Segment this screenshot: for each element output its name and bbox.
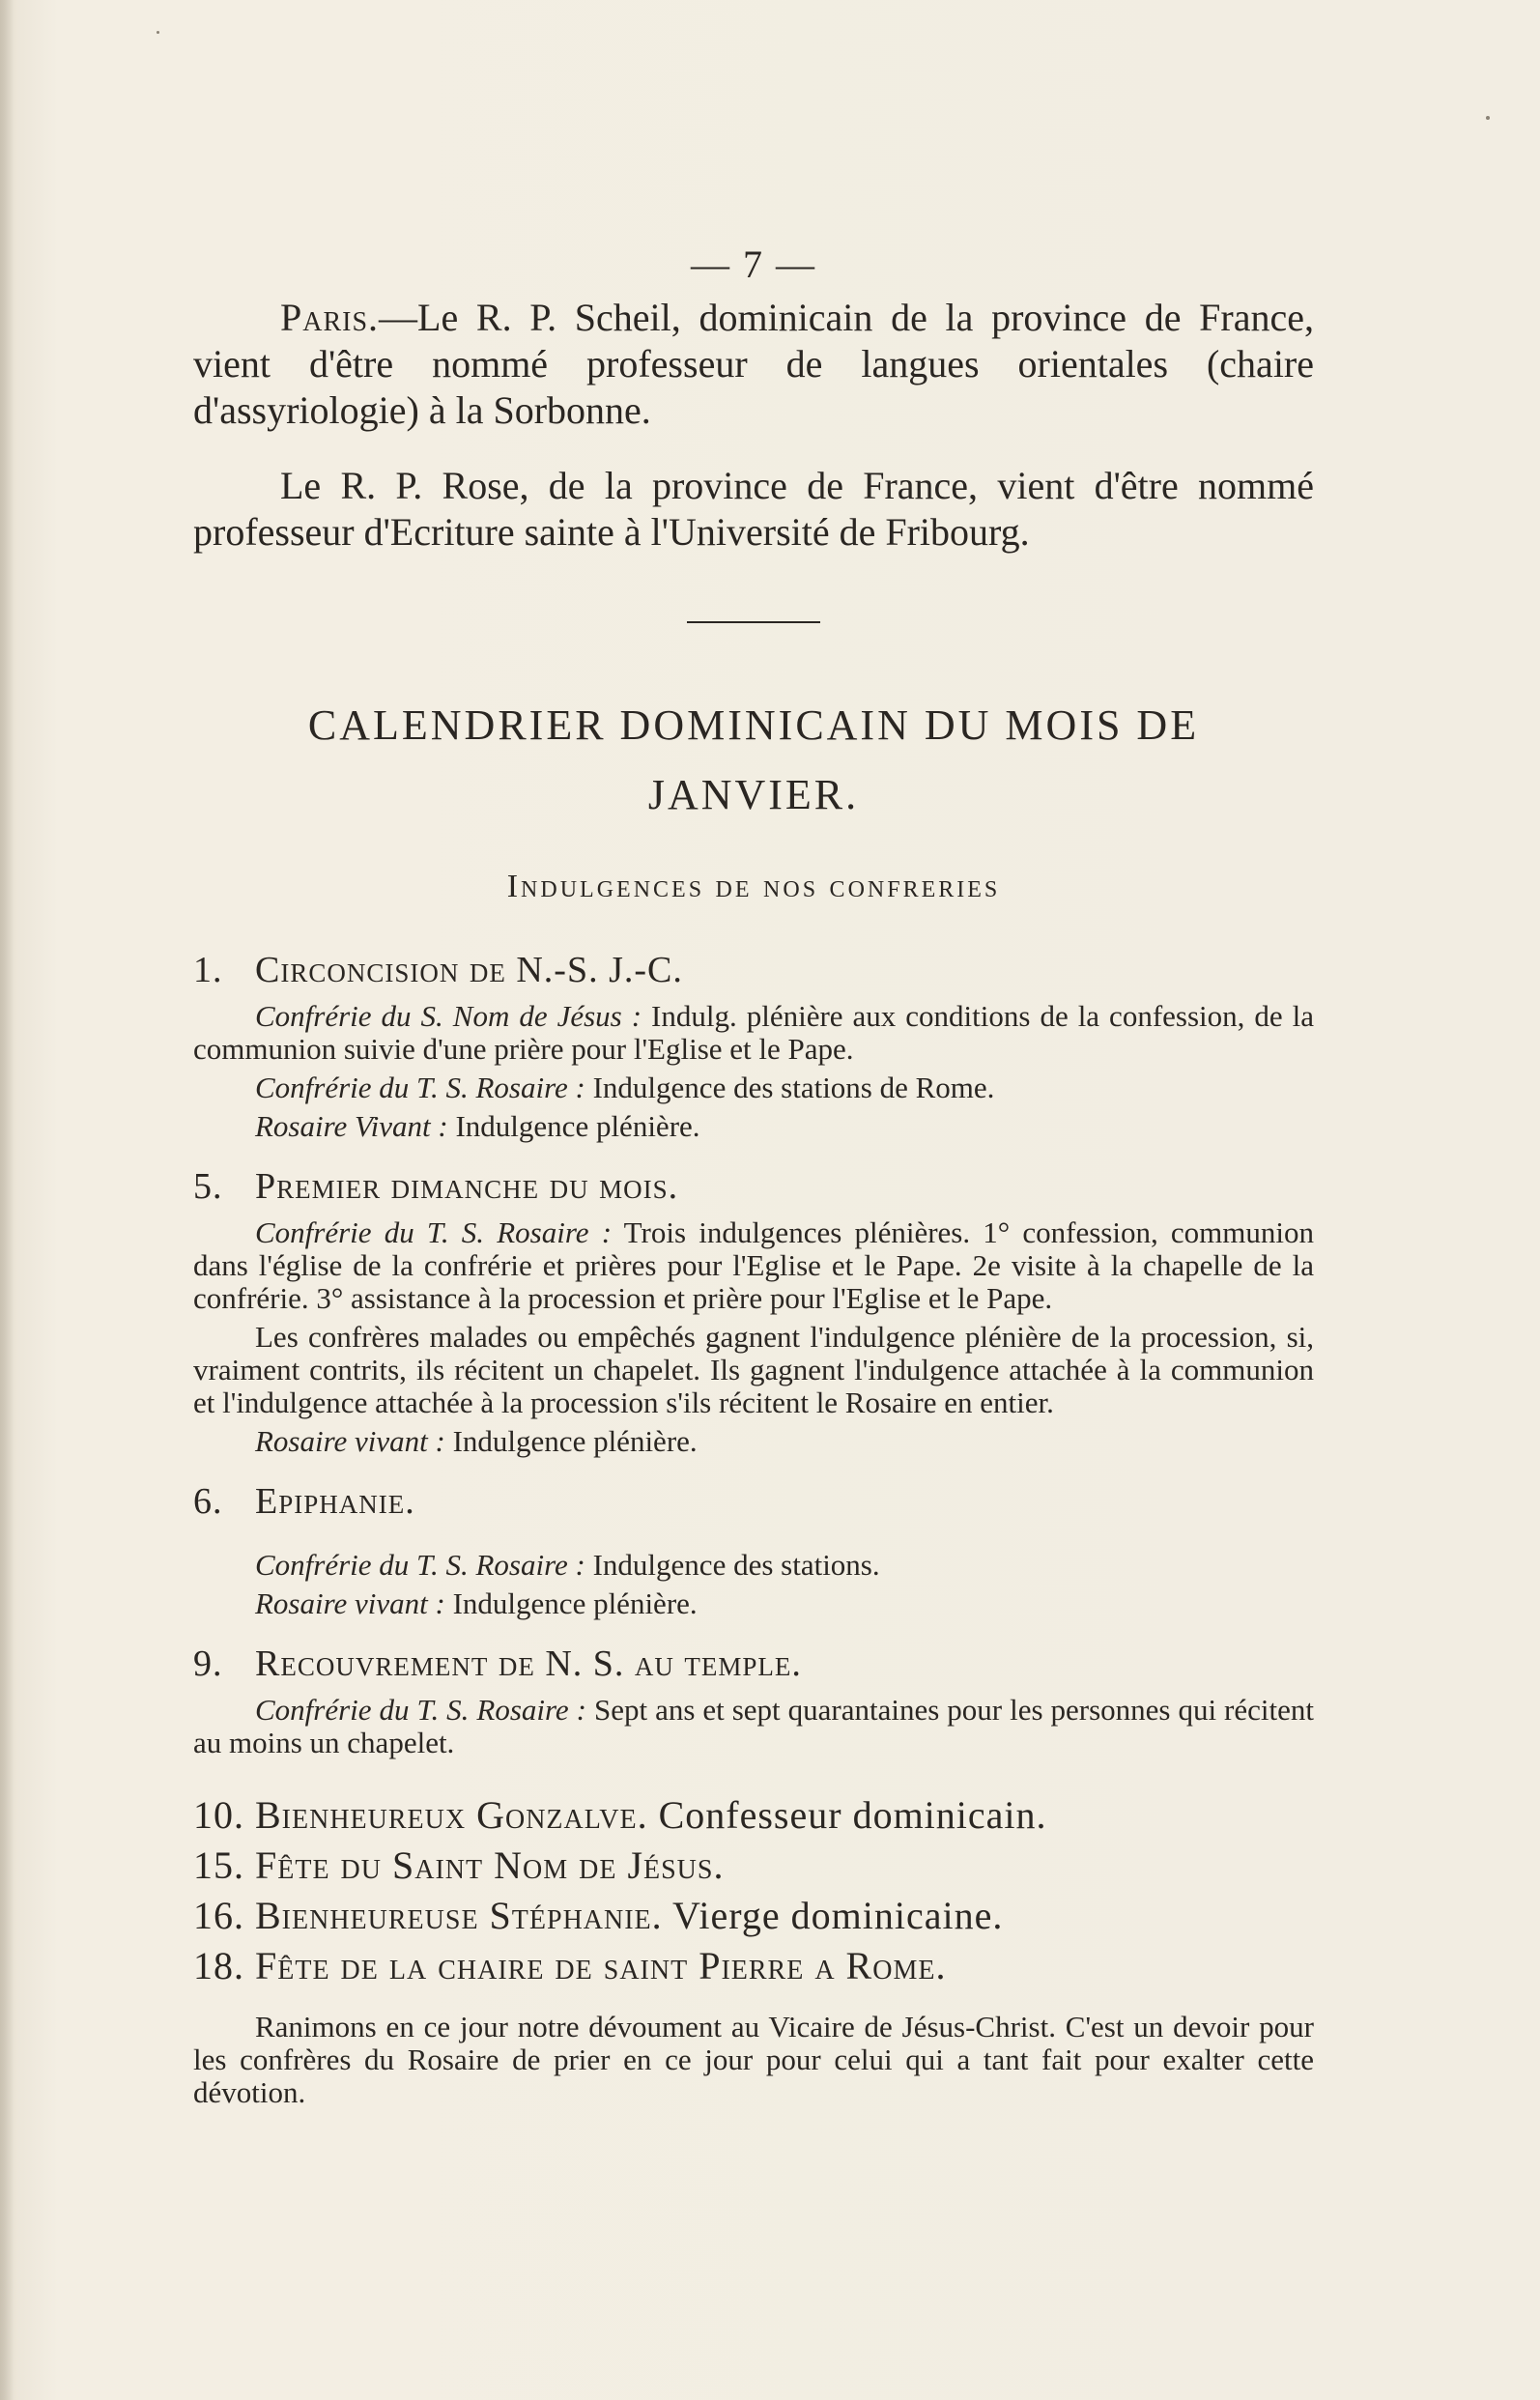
entry-title [255, 1944, 946, 1987]
confrerie-name: Rosaire vivant : [255, 1586, 445, 1620]
entry-number: 18. [193, 1944, 244, 1987]
entry-title: Premier dimanche du mois. [255, 1166, 679, 1207]
news-paris-paragraph [193, 295, 1314, 434]
entry-text: Indulgence des stations. [585, 1548, 880, 1582]
entry-title: Circoncision de N.-S. J.-C. [255, 950, 683, 990]
paper-speck [157, 31, 159, 34]
calendar-title-line2: JANVIER. [647, 771, 860, 818]
section-divider [687, 621, 820, 623]
news-paris-lead: Paris. [280, 296, 380, 339]
entry-title-plain: Confesseur dominicain. [647, 1793, 1047, 1837]
entry-text: Indulgence des stations de Rome. [585, 1071, 995, 1104]
confrerie-name: Confrérie du T. S. Rosaire : [255, 1693, 586, 1727]
entry-text: Sept ans et sept quarantaines pour les personnes qui récitent au moins un chapelet. [193, 1693, 1314, 1759]
entry-heading [193, 946, 1314, 994]
entry-number: 9. [193, 1643, 223, 1684]
confrerie-name: Confrérie du T. S. Rosaire : [255, 1548, 585, 1582]
entry-text: Indulgence plénière. [444, 1586, 698, 1620]
paper-speck [1486, 116, 1490, 120]
entry-number: 10. [193, 1793, 244, 1837]
entry-heading [193, 1162, 1314, 1211]
news-paris-text: —Le R. P. Scheil, dominicain de la province de France, vient d'être nommé professeur de langues orientales (chaire d'assyriologie) à la Sorbonne. [193, 296, 1314, 432]
entry-paragraph [193, 1000, 1314, 1066]
entry-number: 15. [193, 1843, 244, 1887]
entry-text: Indulgence plénière. [447, 1109, 700, 1143]
entry-heading [193, 1477, 1314, 1526]
entry-paragraph [193, 1071, 1314, 1104]
closing-paragraph: Ranimons en ce jour notre dévoument au Vicaire de Jésus-Christ. C'est un devoir pour les confrères du Rosaire de prier en ce jour pour celui qui a tant fait pour exalter cette dévotion. [193, 2010, 1314, 2109]
entry-title: Epiphanie. [255, 1481, 415, 1522]
calendar-title-line1: CALENDRIER DOMINICAIN DU MOIS DE [307, 701, 1200, 749]
calendar-entry [193, 1162, 1314, 1458]
entry-text: Les confrères malades ou empêchés gagnent l'indulgence plénière de la procession, si, vraiment contrits, ils récitent un chapelet. Ils gagnent l'indulgence attachée à la communion et l'indulgence attachée à la procession s'ils récitent le Rosaire en entier. [193, 1320, 1314, 1419]
entry-paragraph [193, 1694, 1314, 1759]
short-entry [193, 1891, 1314, 1941]
entry-title: Recouvrement de N. S. au temple. [255, 1643, 802, 1684]
entry-paragraph [193, 1110, 1314, 1143]
entry-paragraph [193, 1321, 1314, 1419]
entry-number: 16. [193, 1894, 244, 1937]
entry-title-plain: Vierge dominicaine. [662, 1894, 1004, 1937]
entry-text: Trois indulgences plénières. 1° confession, communion dans l'église de la confrérie et prières pour l'Eglise et le Pape. 2e visite à la chapelle de la confrérie. 3° assistance à la procession et prière pour l'Eglise et le Pape. [193, 1215, 1314, 1315]
calendar-subtitle: Indulgences de nos confreries [506, 869, 1001, 904]
page-content [193, 242, 1314, 2115]
entry-title [255, 1843, 724, 1887]
short-entries-list [193, 1790, 1314, 1991]
entry-title-caps: Fête du Saint Nom de Jésus. [255, 1843, 725, 1887]
short-entry [193, 1790, 1314, 1841]
entry-number: 1. [193, 950, 223, 990]
news-rose-paragraph: Le R. P. Rose, de la province de France, vient d'être nommé professeur d'Ecriture sainte à l'Université de Fribourg. [193, 464, 1314, 554]
entry-title-caps: Fête de la chaire de saint Pierre a Rome. [255, 1944, 947, 1987]
short-entry [193, 1841, 1314, 1891]
confrerie-name: Confrérie du T. S. Rosaire : [255, 1071, 585, 1104]
entry-title [255, 1894, 1003, 1937]
confrerie-name: Rosaire Vivant : [255, 1109, 448, 1143]
entry-text: Indulgence plénière. [444, 1424, 698, 1458]
calendar-entry [193, 1640, 1314, 1759]
entry-number: 5. [193, 1166, 223, 1207]
page-spine-shadow [0, 0, 14, 2400]
entry-heading [193, 1640, 1314, 1688]
calendar-entry [193, 946, 1314, 1143]
calendar-entry [193, 1477, 1314, 1620]
confrerie-name: Rosaire vivant : [255, 1424, 445, 1458]
entry-paragraph [193, 1587, 1314, 1620]
entry-paragraph [193, 1216, 1314, 1315]
entry-paragraph [193, 1549, 1314, 1582]
page-number: — 7 — [691, 243, 816, 286]
entry-title [255, 1793, 1047, 1837]
confrerie-name: Confrérie du T. S. Rosaire : [255, 1215, 613, 1249]
short-entry [193, 1941, 1314, 1991]
entry-paragraph [193, 1425, 1314, 1458]
calendar-title [193, 691, 1314, 830]
entry-text: Indulg. plénière aux conditions de la confession, de la communion suivie d'une prière pour l'Eglise et le Pape. [193, 999, 1315, 1066]
entry-number: 6. [193, 1481, 223, 1522]
confrerie-name: Confrérie du S. Nom de Jésus : [255, 999, 642, 1033]
entry-title-caps: Bienheureuse Stéphanie. [255, 1894, 663, 1937]
entry-title-caps: Bienheureux Gonzalve. [255, 1793, 648, 1837]
